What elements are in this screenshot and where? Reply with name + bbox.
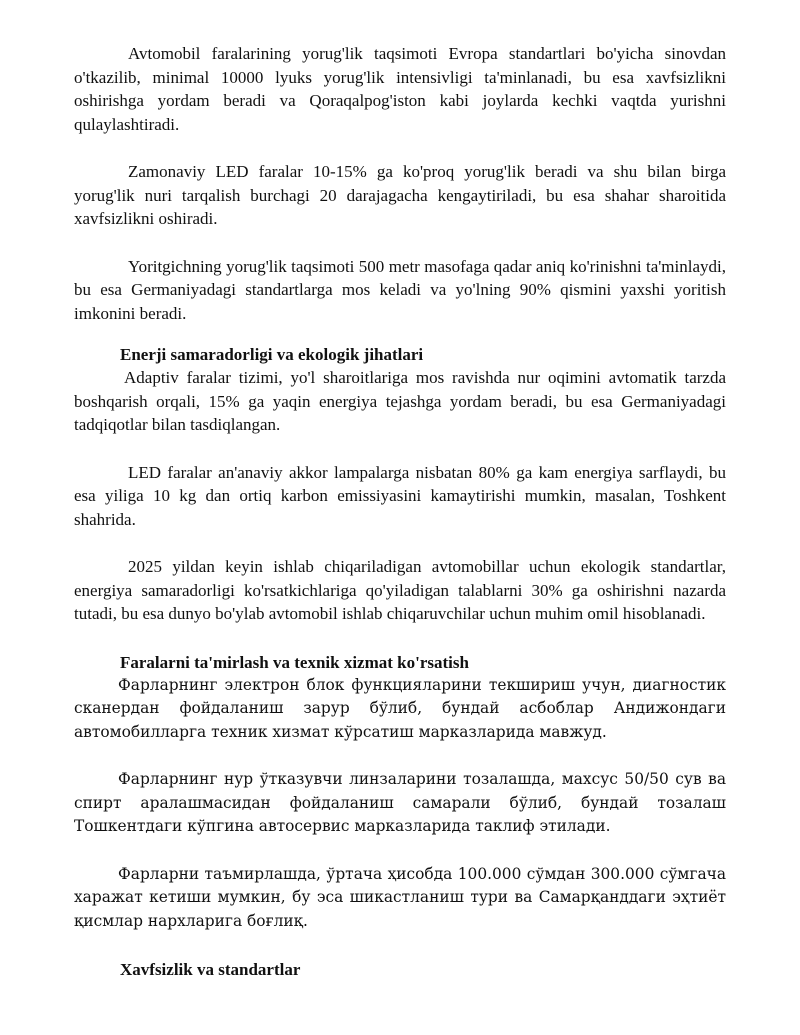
paragraph-repair-cost: Фарларни таъмирлашда, ўртача ҳисобда 100.000 сўмдан 300.000 сўмгача харажат кетиши мумкин, бу эса шикастланиш тури ва Самарқанддаги эҳтиёт қисмлар нархларига боғлиқ. — [74, 864, 726, 930]
section-heading-repair: Faralarni ta'mirlash va texnik xizmat ko'rsatish — [120, 652, 469, 672]
paragraph-led-energy: LED faralar an'anaviy akkor lampalarga nisbatan 80% ga kam energiya sarflaydi, bu esa yiliga 10 kg dan ortiq karbon emissiyasini kamaytirishi mumkin, masalan, Toshkent shahrida. — [74, 462, 726, 529]
paragraph-led-headlights: Zamonaviy LED faralar 10-15% ga ko'proq yorug'lik beradi va shu bilan birga yorug'lik nuri tarqalish burchagi 20 darajagacha kengaytiriladi, bu esa shahar sharoitida xavfsizlikni oshiradi. — [74, 162, 726, 228]
paragraph-lamp-range: Yoritgichning yorug'lik taqsimoti 500 metr masofaga qadar aniq ko'rinishni ta'minlaydi, bu esa Germaniyadagi standartlarga mos keladi va yo'lning 90% qismini yaxshi yoritish imkonini beradi. — [74, 256, 726, 323]
paragraph-light-distribution: Avtomobil faralarining yorug'lik taqsimoti Evropa standartlari bo'yicha sinovdan o'tkazilib, minimal 10000 lyuks yorug'lik intensivligi ta'minlanadi, bu esa xavfsizlikni oshirishga yordam beradi va Qoraqalpog'iston kabi joylarda kechki vaqtda yurishni qulaylashtiradi. — [74, 44, 726, 134]
paragraph-adaptive-headlights: Adaptiv faralar tizimi, yo'l sharoitlariga mos ravishda nur oqimini avtomatik tarzda boshqarish orqali, 15% ga yaqin energiya tejashga yordam beradi, bu esa Germaniyadagi tadqiqotlar bilan tasdiqlangan. — [74, 368, 726, 434]
paragraph-eco-standards: 2025 yildan keyin ishlab chiqariladigan avtomobillar uchun ekologik standartlar, energiya samaradorligi ko'rsatkichlariga qo'yiladigan talablarni 30% ga oshirishni nazarda tutadi, bu esa dunyo bo'ylab avtomobil ishlab chiqaruvchilar uchun muhim omil hisoblanadi. — [74, 557, 726, 623]
paragraph-diagnostic-scanner: Фарларнинг электрон блок функцияларини текшириш учун, диагностик сканердан фойдаланиш зарур бўлиб, бундай асбоблар Андижондаги автомобилларга техник хизмат кўрсатиш марказларида мавжуд. — [74, 675, 726, 741]
section-heading-energy: Enerji samaradorligi va ekologik jihatlari — [120, 345, 424, 364]
paragraph-lens-cleaning: Фарларнинг нур ўтказувчи линзаларини тозалашда, махсус 50/50 сув ва спирт аралашмасидан фойдаланиш самарали бўлиб, бундай тозалаш Тошкентдаги кўпгина автосервис марказларида таклиф этилади. — [74, 770, 726, 835]
section-heading-safety: Xavfsizlik va standartlar — [120, 960, 301, 979]
